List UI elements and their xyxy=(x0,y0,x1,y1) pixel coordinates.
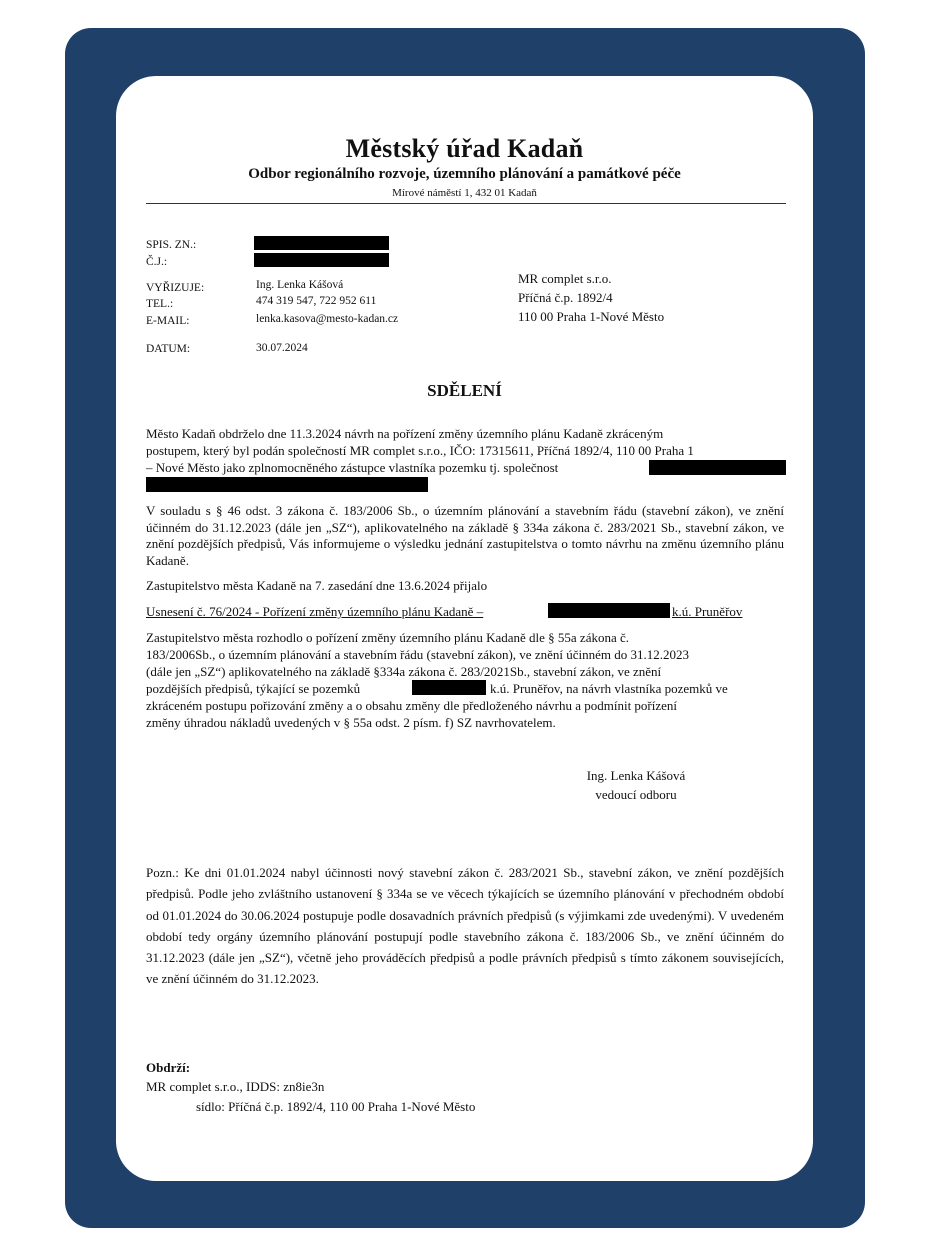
tel-value: 474 319 547, 722 952 611 xyxy=(256,295,377,307)
resolution-cadastre: k.ú. Pruněřov xyxy=(672,604,743,619)
paragraph3: Zastupitelstvo města Kadaně na 7. zasedání dne 13.6.2024 přijalo xyxy=(146,578,488,593)
cj-label: Č.J.: xyxy=(146,256,168,268)
document-heading: SDĚLENÍ xyxy=(427,381,502,400)
resolution-title: Usnesení č. 76/2024 - Pořízení změny územního plánu Kadaně – xyxy=(146,604,484,619)
vyrizuje-label: VYŘIZUJE: xyxy=(146,282,205,294)
redaction-owner xyxy=(649,460,786,475)
recipient-line: 110 00 Praha 1-Nové Město xyxy=(518,309,665,324)
redaction-resolution xyxy=(548,603,670,618)
paragraph4-line: změny úhradou nákladů uvedených v § 55a odst. 2 písm. f) SZ navrhovatelem. xyxy=(146,715,556,730)
paragraph1-line: postupem, který byl podán společností MR complet s.r.o., IČO: 17315611, Příčná 1892/4, 110 00 Praha 1 xyxy=(146,443,694,458)
paragraph4-line: zkráceném postupu pořizování změny a o obsahu změny dle předloženého návrhu a podmínit pořízení xyxy=(146,698,678,713)
signature-role: vedoucí odboru xyxy=(595,787,677,802)
redaction-spis xyxy=(254,236,389,250)
recipient-address xyxy=(518,269,664,326)
redaction-parcels xyxy=(412,680,486,695)
email-label: E-MAIL: xyxy=(146,315,190,327)
distribution-line: sídlo: Příčná č.p. 1892/4, 110 00 Praha 1-Nové Město xyxy=(196,1099,476,1114)
vyrizuje-value: Ing. Lenka Kášová xyxy=(256,279,344,291)
distribution-label: Obdrží: xyxy=(146,1060,191,1075)
paragraph1-line: – Nové Město jako zplnomocněného zástupce vlastníka pozemku tj. společnost xyxy=(146,460,559,475)
datum-value: 30.07.2024 xyxy=(256,342,308,354)
office-title: Městský úřad Kadaň xyxy=(345,134,584,163)
signature-name: Ing. Lenka Kášová xyxy=(586,768,686,783)
signature-block xyxy=(566,766,706,804)
email-value: lenka.kasova@mesto-kadan.cz xyxy=(256,313,399,325)
datum-label: DATUM: xyxy=(146,343,191,355)
paragraph4-line: 183/2006Sb., o územním plánování a stavebním řádu (stavební zákon), ve znění účinném do 31.12.2023 xyxy=(146,647,689,662)
paragraph4-line: k.ú. Pruněřov, na návrh vlastníka pozemků ve xyxy=(490,681,728,696)
paragraph4-line: (dále jen „SZ“) aplikovatelného na základě §334a zákona č. 283/2021Sb., stavební zákon, ve znění xyxy=(146,664,662,679)
paragraph2: V souladu s § 46 odst. 3 zákona č. 183/2006 Sb., o územním plánování a stavebním řádu (stavební zákon), ve znění účinném do 31.12.2023 (dále jen „SZ“), aplikovatelného na základě § 334a zákona č. 283/2021 Sb., stavební zákon, ve znění pozdějších předpisů, Vás informujeme o výsledku jednání zastupitelstva o tomto návrhu na změnu územního plánu Kadaně. xyxy=(146,503,784,568)
legal-note: Pozn.: Ke dni 01.01.2024 nabyl účinnosti nový stavební zákon č. 283/2021 Sb., stavební zákon, ve znění pozdějších předpisů. Podle jeho zvláštního ustanovení § 334a se ve věcech týkajících se územního plánování v přechodném období od 01.01.2024 do 30.06.2024 postupuje podle dosavadních právních předpisů (s výjimkami zde uvedenými). V uvedeném období tedy orgány územního plánování postupují podle stavebního zákona č. 183/2006 Sb., ve znění účinném do 31.12.2023 (dále jen „SZ“), včetně jeho prováděcích předpisů a podle právních předpisů s tímto zákonem souvisejících, ve znění účinném do 31.12.2023. xyxy=(146,865,784,987)
header-divider xyxy=(146,203,786,204)
recipient-line: MR complet s.r.o. xyxy=(518,271,612,286)
paragraph4-line: pozdějších předpisů, týkající se pozemků xyxy=(146,681,361,696)
redaction-cj xyxy=(254,253,389,267)
paragraph4-line: Zastupitelstvo města rozhodlo o pořízení změny územního plánu Kadaně dle § 55a zákona č. xyxy=(146,630,630,645)
document-page xyxy=(116,76,813,1181)
spis-label: SPIS. ZN.: xyxy=(146,239,197,251)
office-address: Mírové náměstí 1, 432 01 Kadaň xyxy=(392,187,537,199)
distribution-line: MR complet s.r.o., IDDS: zn8ie3n xyxy=(146,1079,325,1094)
recipient-line: Příčná č.p. 1892/4 xyxy=(518,290,613,305)
tel-label: TEL.: xyxy=(146,298,174,310)
redaction-owner-continued xyxy=(146,477,428,492)
paragraph1-line: Město Kadaň obdrželo dne 11.3.2024 návrh na pořízení změny územního plánu Kadaně zkráceným xyxy=(146,426,664,441)
department-subtitle: Odbor regionálního rozvoje, územního plánování a památkové péče xyxy=(248,166,681,182)
